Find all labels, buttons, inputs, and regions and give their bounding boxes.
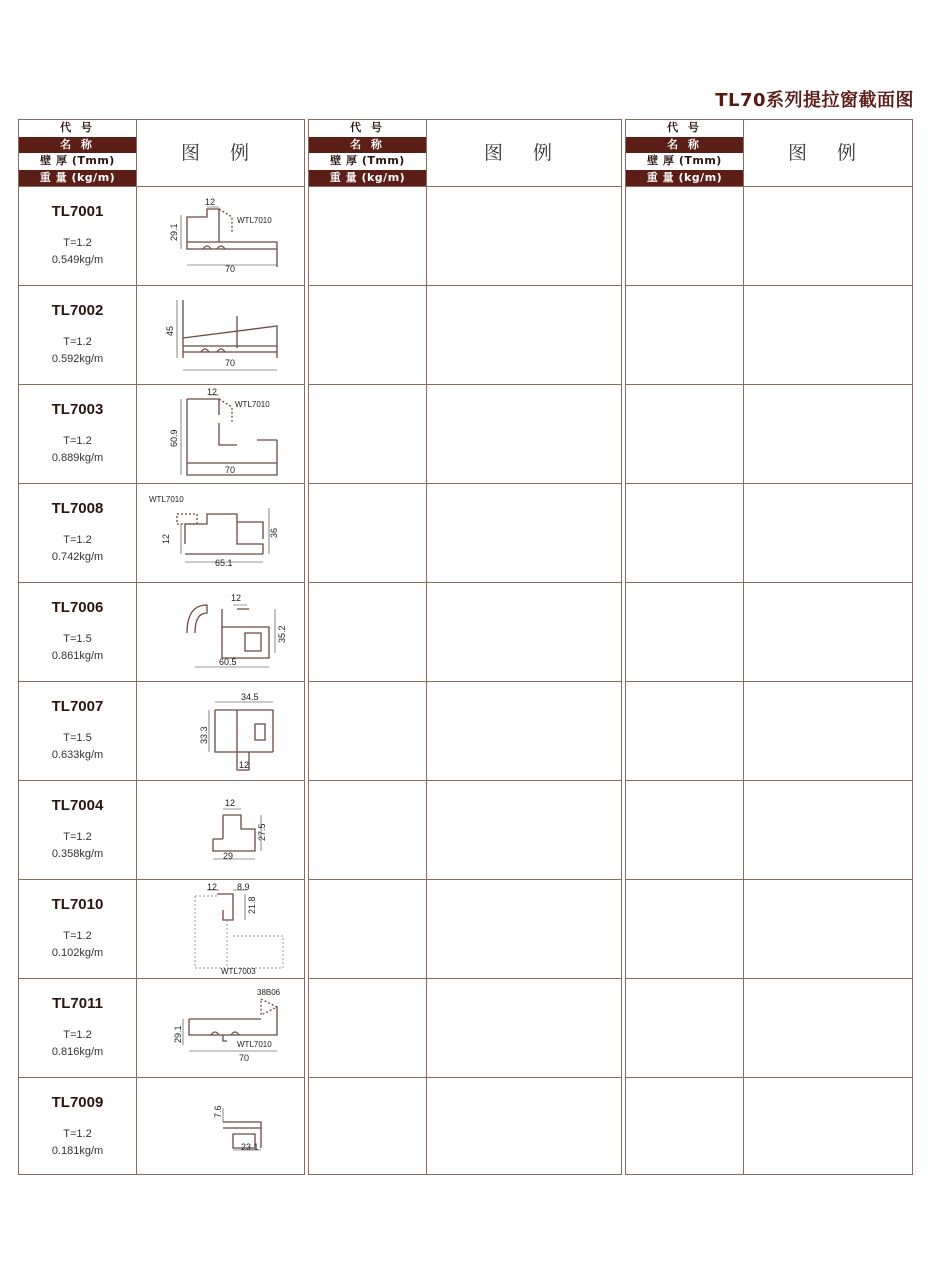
page-title: TL70系列提拉窗截面图 bbox=[715, 90, 914, 111]
profile-code: TL7006 bbox=[51, 599, 104, 616]
header-thickness: 壁 厚 (Tmm) bbox=[626, 153, 743, 170]
table-row bbox=[626, 187, 912, 286]
dimension-label: 45 bbox=[165, 325, 175, 336]
profile-figure bbox=[137, 979, 305, 1077]
table-header bbox=[626, 120, 912, 187]
table-row bbox=[19, 187, 304, 286]
header-name: 名 称 bbox=[626, 137, 743, 154]
part-label: WTL7010 bbox=[235, 400, 270, 409]
table-row bbox=[19, 979, 304, 1078]
wall-thickness: T=1.2 bbox=[63, 534, 92, 546]
dimension-label: 70 bbox=[225, 264, 236, 274]
header-figure: 图 例 bbox=[483, 142, 565, 164]
part-label: WTL7003 bbox=[221, 967, 256, 976]
table-row bbox=[19, 781, 304, 880]
table-row bbox=[19, 484, 304, 583]
profile-figure bbox=[137, 385, 305, 483]
profile-code: TL7009 bbox=[51, 1094, 104, 1111]
wall-thickness: T=1.5 bbox=[63, 732, 92, 744]
table-row bbox=[626, 1078, 912, 1177]
header-thickness: 壁 厚 (Tmm) bbox=[19, 153, 136, 170]
table-row bbox=[19, 1078, 304, 1177]
profile-figure bbox=[137, 880, 305, 978]
table-row bbox=[309, 781, 621, 880]
wall-thickness: T=1.2 bbox=[63, 1128, 92, 1140]
header-name: 名 称 bbox=[309, 137, 426, 154]
table-row bbox=[309, 187, 621, 286]
profile-code: TL7004 bbox=[51, 797, 104, 814]
dimension-label: 70 bbox=[225, 358, 236, 368]
profile-drawing bbox=[137, 385, 305, 483]
dimension-label: 60.5 bbox=[219, 657, 237, 667]
dimension-label: 27.5 bbox=[257, 823, 267, 841]
table-row bbox=[626, 385, 912, 484]
dimension-label: 8.9 bbox=[237, 882, 250, 892]
profile-sheet bbox=[18, 119, 913, 1175]
table-row bbox=[626, 682, 912, 781]
dimension-label: 7.6 bbox=[213, 1105, 223, 1118]
unit-weight: 0.549kg/m bbox=[51, 254, 104, 266]
wall-thickness: T=1.2 bbox=[63, 1029, 92, 1041]
profile-figure bbox=[137, 1078, 305, 1176]
dimension-label: 70 bbox=[225, 465, 236, 475]
unit-weight: 0.592kg/m bbox=[51, 353, 104, 365]
profile-code: TL7007 bbox=[51, 698, 104, 715]
unit-weight: 0.181kg/m bbox=[51, 1145, 104, 1157]
header-code: 代 号 bbox=[309, 120, 426, 137]
unit-weight: 0.633kg/m bbox=[51, 749, 104, 761]
unit-weight: 0.861kg/m bbox=[51, 650, 104, 662]
profile-figure bbox=[137, 781, 305, 879]
profile-drawing bbox=[137, 682, 305, 780]
table-row bbox=[309, 979, 621, 1078]
dimension-label: 23.1 bbox=[241, 1142, 259, 1152]
unit-weight: 0.889kg/m bbox=[51, 452, 104, 464]
table-row bbox=[626, 583, 912, 682]
table-row bbox=[626, 781, 912, 880]
header-weight: 重 量 (kg/m) bbox=[19, 170, 136, 187]
profile-code: TL7001 bbox=[51, 203, 104, 220]
dimension-label: 29.1 bbox=[169, 223, 179, 241]
header-label-cell bbox=[626, 120, 744, 186]
header-thickness: 壁 厚 (Tmm) bbox=[309, 153, 426, 170]
part-label: WTL7010 bbox=[237, 216, 272, 225]
table-row bbox=[19, 682, 304, 781]
dimension-label: 70 bbox=[239, 1053, 250, 1063]
dimension-label: 12 bbox=[161, 533, 171, 544]
profile-figure bbox=[137, 187, 305, 285]
profile-drawing bbox=[137, 1078, 305, 1176]
part-label: 38B06 bbox=[257, 988, 281, 997]
dimension-label: 29 bbox=[223, 851, 234, 861]
profile-figure bbox=[137, 583, 305, 681]
table-row bbox=[626, 286, 912, 385]
table-row bbox=[19, 583, 304, 682]
profile-drawing bbox=[137, 187, 305, 285]
dimension-label: 35.2 bbox=[277, 625, 287, 643]
dimension-label: 29.1 bbox=[173, 1025, 183, 1043]
profile-figure bbox=[137, 286, 305, 384]
dimension-label: 60.9 bbox=[169, 429, 179, 447]
profile-drawing bbox=[137, 286, 305, 384]
wall-thickness: T=1.2 bbox=[63, 237, 92, 249]
header-weight: 重 量 (kg/m) bbox=[626, 170, 743, 187]
table-row bbox=[309, 286, 621, 385]
table-row bbox=[309, 682, 621, 781]
unit-weight: 0.102kg/m bbox=[51, 947, 104, 959]
profile-drawing bbox=[137, 484, 305, 582]
wall-thickness: T=1.2 bbox=[63, 435, 92, 447]
unit-weight: 0.358kg/m bbox=[51, 848, 104, 860]
profile-drawing bbox=[137, 880, 305, 978]
table-body bbox=[19, 187, 304, 1175]
header-name: 名 称 bbox=[19, 137, 136, 154]
unit-weight: 0.742kg/m bbox=[51, 551, 104, 563]
unit-weight: 0.816kg/m bbox=[51, 1046, 104, 1058]
table-row bbox=[626, 979, 912, 1078]
dimension-label: 12 bbox=[207, 387, 218, 397]
dimension-label: 34.5 bbox=[241, 692, 259, 702]
dimension-label: 36 bbox=[269, 527, 279, 538]
dimension-label: 65.1 bbox=[215, 558, 233, 568]
dimension-label: 12 bbox=[205, 197, 216, 207]
table-row bbox=[626, 880, 912, 979]
dimension-label: 21.8 bbox=[247, 896, 257, 914]
profile-figure bbox=[137, 682, 305, 780]
header-label-cell bbox=[309, 120, 427, 186]
dimension-label: 12 bbox=[239, 760, 250, 770]
table-group-3 bbox=[625, 119, 913, 1175]
part-label: WTL7010 bbox=[149, 495, 184, 504]
header-code: 代 号 bbox=[626, 120, 743, 137]
wall-thickness: T=1.2 bbox=[63, 831, 92, 843]
part-label: WTL7010 bbox=[237, 1040, 272, 1049]
profile-figure bbox=[137, 484, 305, 582]
wall-thickness: T=1.2 bbox=[63, 930, 92, 942]
header-figure: 图 例 bbox=[787, 142, 869, 164]
header-code: 代 号 bbox=[19, 120, 136, 137]
table-header bbox=[309, 120, 621, 187]
profile-code: TL7008 bbox=[51, 500, 104, 517]
profile-code: TL7002 bbox=[51, 302, 104, 319]
table-row bbox=[309, 385, 621, 484]
header-label-cell bbox=[19, 120, 137, 186]
table-body-empty bbox=[626, 187, 912, 1175]
profile-code: TL7003 bbox=[51, 401, 104, 418]
profile-drawing bbox=[137, 781, 305, 879]
table-group-1 bbox=[18, 119, 305, 1175]
table-row bbox=[309, 583, 621, 682]
table-header bbox=[19, 120, 304, 187]
table-row bbox=[19, 286, 304, 385]
profile-code: TL7011 bbox=[52, 995, 103, 1012]
table-group-2 bbox=[308, 119, 622, 1175]
profile-drawing bbox=[137, 583, 305, 681]
dimension-label: 12 bbox=[225, 798, 236, 808]
header-weight: 重 量 (kg/m) bbox=[309, 170, 426, 187]
wall-thickness: T=1.2 bbox=[63, 336, 92, 348]
dimension-label: 12 bbox=[207, 882, 218, 892]
profile-code: TL7010 bbox=[51, 896, 104, 913]
header-figure: 图 例 bbox=[180, 142, 262, 164]
wall-thickness: T=1.5 bbox=[63, 633, 92, 645]
table-row bbox=[19, 385, 304, 484]
table-row bbox=[626, 484, 912, 583]
table-body-empty bbox=[309, 187, 621, 1175]
dimension-label: 33.3 bbox=[199, 726, 209, 744]
table-row bbox=[309, 1078, 621, 1177]
table-row bbox=[309, 880, 621, 979]
profile-drawing bbox=[137, 979, 305, 1077]
table-row bbox=[309, 484, 621, 583]
dimension-label: 12 bbox=[231, 593, 242, 603]
table-row bbox=[19, 880, 304, 979]
